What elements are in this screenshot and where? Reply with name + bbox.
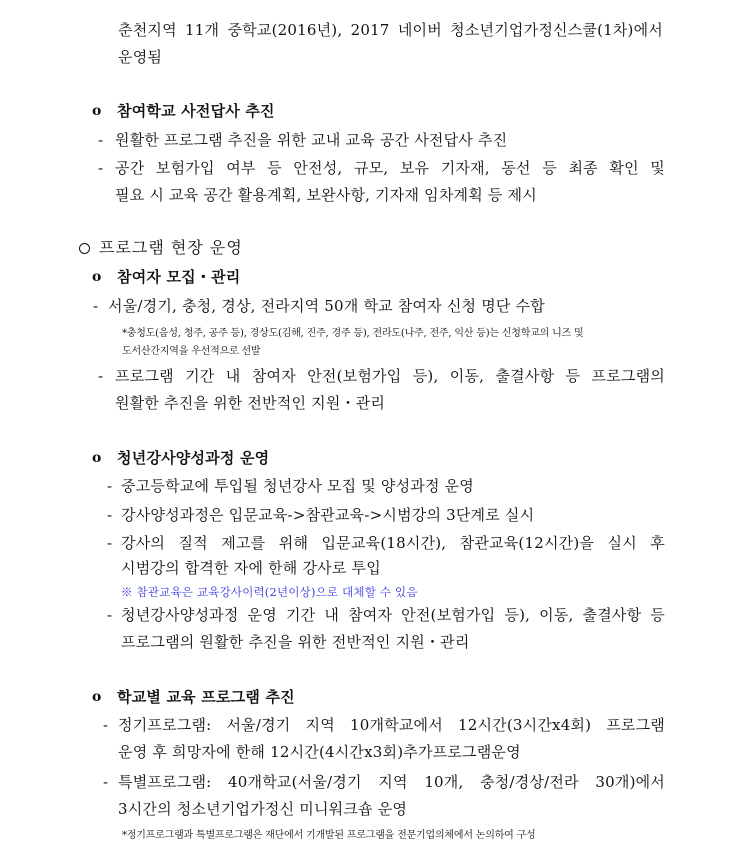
intro-line-1: 춘천지역 11개 중학교(2016년), 2017 네이버 청소년기업가정신스쿨(1차)에서: [118, 21, 663, 39]
s2-item-2-cont: 원활한 추진을 위한 전반적인 지원・관리: [115, 394, 386, 412]
dash-icon: -: [107, 477, 113, 495]
dash-icon: -: [98, 131, 104, 149]
s2-note-1: *충청도(음성, 청주, 공주 등), 경상도(김해, 진주, 경주 등), 전라도(나주, 전주, 익산 등)는 신청학교의 니즈 및: [122, 328, 584, 339]
dash-icon: -: [103, 716, 109, 734]
s3-item-1: 중고등학교에 투입될 청년강사 모집 및 양성과정 운영: [121, 477, 474, 495]
ring-bullet-icon: [79, 243, 90, 254]
dash-icon: -: [107, 606, 113, 624]
s4-item-2: 특별프로그램: 40개학교(서울/경기 지역 10개, 충청/경상/전라 30개)에서: [118, 773, 665, 791]
o-bullet-icon: o: [92, 103, 102, 119]
s2-title: 참여자 모집・관리: [117, 268, 241, 286]
s1-item-2-cont: 필요 시 교육 공간 활용계획, 보완사항, 기자재 임차계획 등 제시: [115, 186, 537, 204]
s4-title: 학교별 교육 프로그램 추진: [117, 688, 295, 706]
o-bullet-icon: o: [92, 450, 102, 466]
o-bullet-icon: o: [92, 689, 102, 705]
s2-item-1: 서울/경기, 충청, 경상, 전라지역 50개 학교 참여자 신청 명단 수합: [108, 297, 545, 315]
s3-item-4-cont: 프로그램의 원활한 추진을 위한 전반적인 지원・관리: [121, 633, 470, 651]
s1-item-1: 원활한 프로그램 추진을 위한 교내 교육 공간 사전답사 추진: [115, 131, 508, 149]
s3-item-3-cont: 시범강의 합격한 자에 한해 강사로 투입: [121, 559, 381, 577]
intro-line-2: 운영됨: [118, 48, 163, 66]
dash-icon: -: [93, 297, 99, 315]
o-bullet-icon: o: [92, 269, 102, 285]
dash-icon: -: [103, 773, 109, 791]
dash-icon: -: [98, 367, 104, 385]
s4-item-1-cont: 운영 후 희망자에 한해 12시간(4시간x3회)추가프로그램운영: [118, 743, 521, 761]
s3-item-2: 강사양성과정은 입문교육->참관교육->시범강의 3단계로 실시: [121, 506, 535, 524]
section-2-title: 프로그램 현장 운영: [99, 238, 243, 257]
dash-icon: -: [107, 506, 113, 524]
dash-icon: -: [98, 159, 104, 177]
s3-title: 청년강사양성과정 운영: [117, 449, 270, 467]
s1-title: 참여학교 사전답사 추진: [117, 102, 275, 120]
s3-item-3: 강사의 질적 제고를 위해 입문교육(18시간), 참관교육(12시간)을 실시 후: [121, 534, 665, 552]
s4-item-2-cont: 3시간의 청소년기업가정신 미니워크숍 운영: [118, 800, 408, 818]
s3-note: ※ 참관교육은 교육강사이력(2년이상)으로 대체할 수 있음: [121, 585, 418, 599]
s4-item-1: 정기프로그램: 서울/경기 지역 10개학교에서 12시간(3시간x4회) 프로그램: [118, 716, 665, 734]
s2-note-2: 도서산간지역을 우선적으로 선발: [122, 346, 261, 357]
s3-item-4: 청년강사양성과정 운영 기간 내 참여자 안전(보험가입 등), 이동, 출결사항 등: [121, 606, 665, 624]
s1-item-2: 공간 보험가입 여부 등 안전성, 규모, 보유 기자재, 동선 등 최종 확인 및: [115, 159, 665, 177]
dash-icon: -: [107, 534, 113, 552]
s4-note: *정기프로그램과 특별프로그램은 재단에서 기개발된 프로그램을 전문기업의체에서 논의하여 구성: [122, 830, 536, 841]
s2-item-2: 프로그램 기간 내 참여자 안전(보험가입 등), 이동, 출결사항 등 프로그램의: [115, 367, 665, 385]
